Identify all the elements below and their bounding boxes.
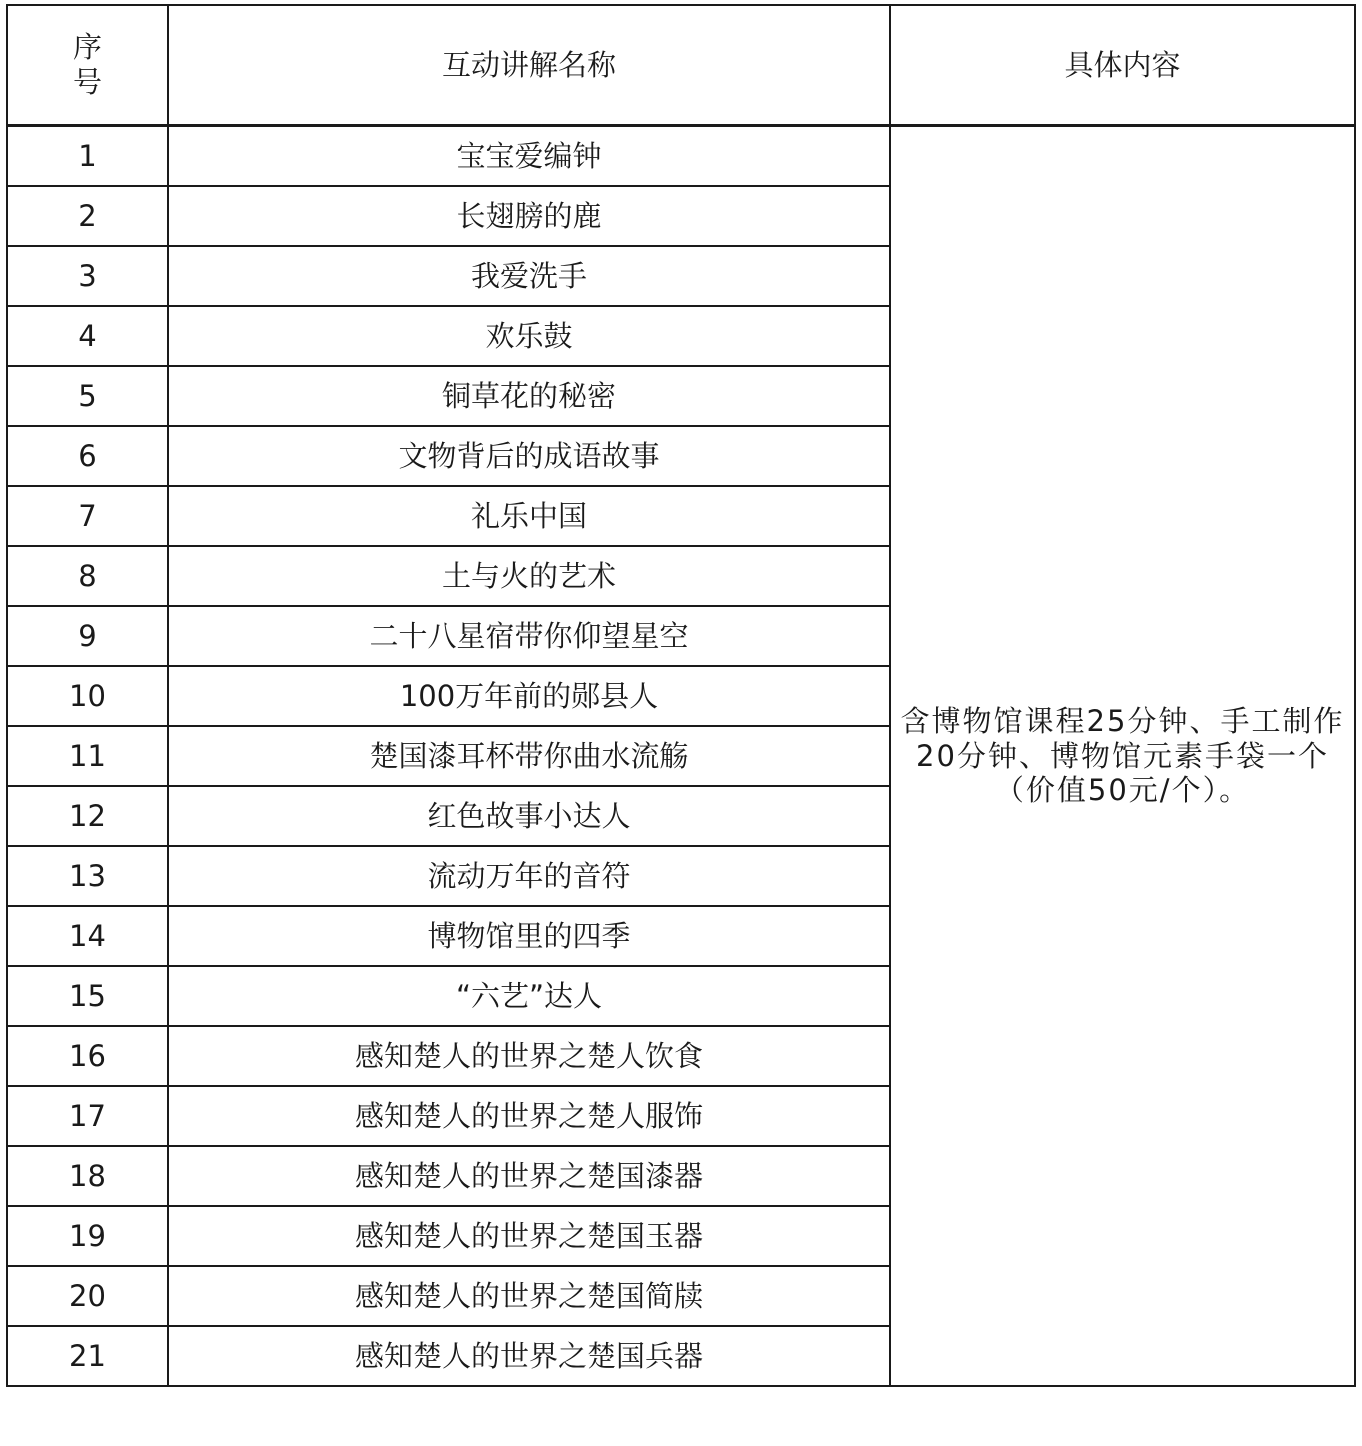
- row-number: 19: [7, 1206, 168, 1266]
- row-number: 5: [7, 366, 168, 426]
- row-tour-name: 感知楚人的世界之楚人服饰: [168, 1086, 890, 1146]
- row-tour-name: 我爱洗手: [168, 246, 890, 306]
- row-tour-name: 二十八星宿带你仰望星空: [168, 606, 890, 666]
- row-tour-name: 感知楚人的世界之楚国简牍: [168, 1266, 890, 1326]
- row-tour-name: 博物馆里的四季: [168, 906, 890, 966]
- header-seq-line1: 序: [72, 30, 102, 65]
- row-tour-name: 楚国漆耳杯带你曲水流觞: [168, 726, 890, 786]
- header-seq-line2: 号: [72, 65, 102, 99]
- header-name: 互动讲解名称: [168, 5, 890, 126]
- row-tour-name: 感知楚人的世界之楚国漆器: [168, 1146, 890, 1206]
- header-content: 具体内容: [890, 5, 1355, 126]
- row-tour-name: 欢乐鼓: [168, 306, 890, 366]
- row-number: 16: [7, 1026, 168, 1086]
- row-number: 21: [7, 1326, 168, 1386]
- row-number: 3: [7, 246, 168, 306]
- row-number: 13: [7, 846, 168, 906]
- row-tour-name: 红色故事小达人: [168, 786, 890, 846]
- row-number: 18: [7, 1146, 168, 1206]
- row-number: 1: [7, 126, 168, 187]
- header-seq: [7, 5, 168, 126]
- row-tour-name: 铜草花的秘密: [168, 366, 890, 426]
- row-number: 8: [7, 546, 168, 606]
- row-number: 10: [7, 666, 168, 726]
- table-header-row: [7, 5, 1355, 126]
- row-number: 4: [7, 306, 168, 366]
- row-number: 6: [7, 426, 168, 486]
- row-tour-name: 感知楚人的世界之楚国兵器: [168, 1326, 890, 1386]
- row-tour-name: 感知楚人的世界之楚人饮食: [168, 1026, 890, 1086]
- row-tour-name: “六艺”达人: [168, 966, 890, 1026]
- table-row: [7, 126, 1355, 187]
- row-tour-name: 文物背后的成语故事: [168, 426, 890, 486]
- row-tour-name: 土与火的艺术: [168, 546, 890, 606]
- row-tour-name: 流动万年的音符: [168, 846, 890, 906]
- row-number: 14: [7, 906, 168, 966]
- row-number: 2: [7, 186, 168, 246]
- row-number: 20: [7, 1266, 168, 1326]
- row-tour-name: 100万年前的郧县人: [168, 666, 890, 726]
- row-tour-name: 宝宝爱编钟: [168, 126, 890, 187]
- row-tour-name: 感知楚人的世界之楚国玉器: [168, 1206, 890, 1266]
- row-number: 12: [7, 786, 168, 846]
- content-description: 含博物馆课程25分钟、手工制作20分钟、博物馆元素手袋一个（价值50元/个）。: [890, 126, 1355, 1387]
- row-tour-name: 礼乐中国: [168, 486, 890, 546]
- row-number: 11: [7, 726, 168, 786]
- row-tour-name: 长翅膀的鹿: [168, 186, 890, 246]
- row-number: 7: [7, 486, 168, 546]
- row-number: 9: [7, 606, 168, 666]
- row-number: 15: [7, 966, 168, 1026]
- row-number: 17: [7, 1086, 168, 1146]
- table-container: [6, 4, 1356, 1387]
- interactive-tours-table: [6, 4, 1356, 1387]
